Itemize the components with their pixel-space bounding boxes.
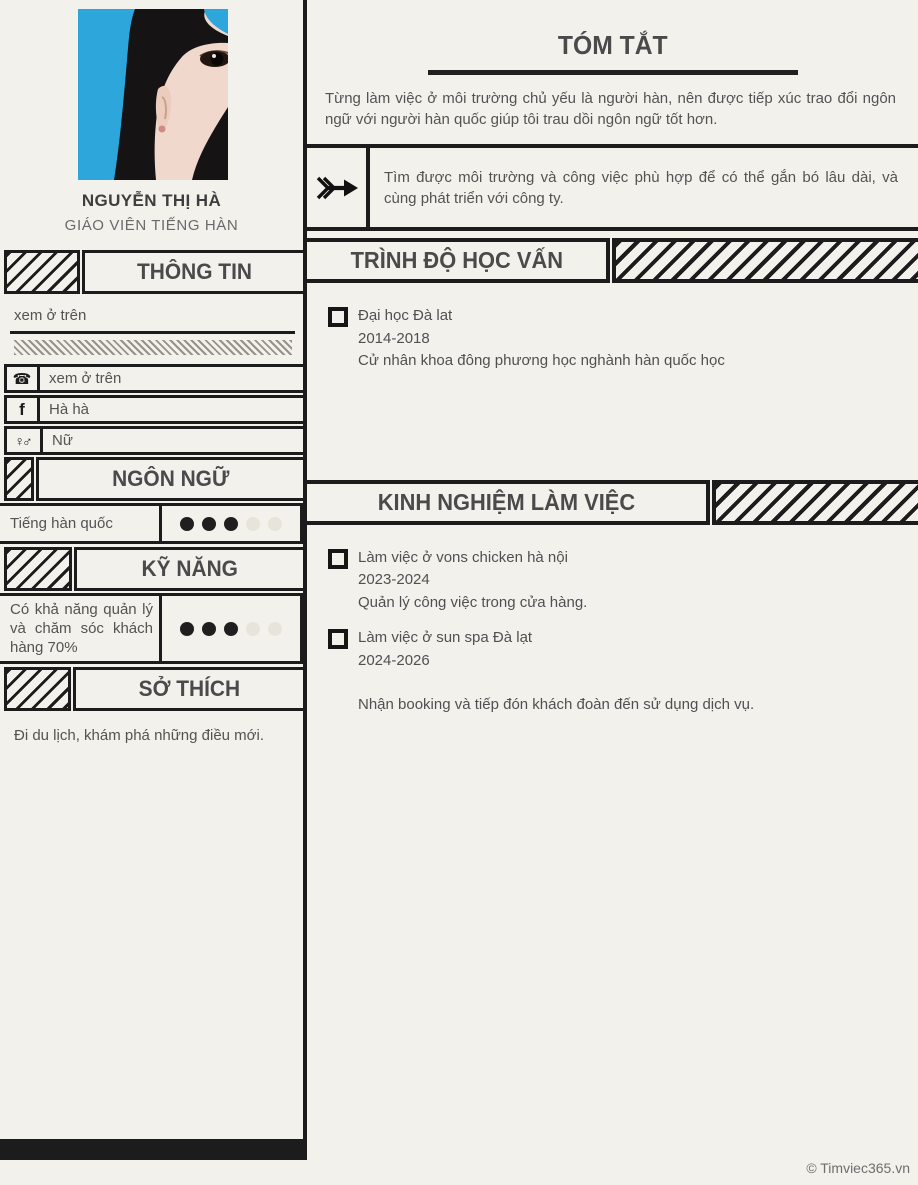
education-period: 2014-2018 <box>358 329 430 347</box>
stripe-decoration <box>14 340 292 355</box>
objective-box <box>307 144 918 231</box>
sidebar <box>0 0 307 1139</box>
experience-title: Làm việc ở sun spa Đà lạt <box>358 629 533 646</box>
skill-level-dots <box>159 596 300 661</box>
info-row-phone <box>4 364 303 393</box>
hatch-decoration <box>4 457 34 501</box>
experience-period: 2024-2026 <box>358 651 430 669</box>
address-value: xem ở trên <box>14 307 87 324</box>
hobby-heading: SỞ THÍCH <box>73 667 303 711</box>
hatch-decoration <box>4 547 72 591</box>
profile-name: NGUYỄN THỊ HÀ <box>81 191 222 210</box>
gender-icon: ♀♂ <box>7 429 43 452</box>
hatch-decoration <box>712 480 918 525</box>
skills-heading: KỸ NĂNG <box>74 547 303 591</box>
summary-underline <box>428 70 798 75</box>
site-credit: © Timviec365.vn <box>806 1160 910 1176</box>
summary-text: Từng làm việc ở môi trường chủ yếu là người hàn, nên được tiếp xúc trao đổi ngôn ngữ với người hàn quốc giúp tôi trau dồi ngôn ngữ tốt hơn. <box>325 90 896 128</box>
profile-job-title: GIÁO VIÊN TIẾNG HÀN <box>64 217 239 234</box>
experience-detail: Nhận booking và tiếp đón khách đoàn đến sử dụng dịch vụ. <box>358 696 755 713</box>
main-column <box>307 0 918 717</box>
experience-detail: Quản lý công việc trong cửa hàng. <box>358 593 588 611</box>
education-detail: Cử nhân khoa đông phương học nghành hàn quốc học <box>358 352 725 369</box>
profile-photo <box>78 9 228 180</box>
language-label: Tiếng hàn quốc <box>10 515 113 532</box>
objective-text: Tìm được môi trường và công việc phù hợp để có thể gắn bó lâu dài, và cùng phát triển với công ty. <box>384 168 898 207</box>
phone-icon: ☎ <box>7 367 40 390</box>
arrow-icon <box>307 148 370 227</box>
phone-value: xem ở trên <box>49 370 122 387</box>
language-section-header <box>4 457 303 501</box>
experience-item-text <box>358 547 587 615</box>
info-section-header <box>4 250 303 294</box>
address-divider <box>10 331 295 334</box>
language-level-dots <box>159 506 300 541</box>
experience-item <box>328 627 918 717</box>
sidebar-bottom-bar <box>0 1139 307 1160</box>
language-heading: NGÔN NGỮ <box>36 457 303 501</box>
skills-section-header <box>4 547 303 591</box>
skill-item <box>0 593 303 664</box>
hobby-section-header <box>4 667 303 711</box>
info-heading: THÔNG TIN <box>82 250 303 294</box>
experience-period: 2023-2024 <box>358 571 430 588</box>
square-bullet-icon <box>328 629 348 649</box>
gender-value: Nữ <box>52 432 73 449</box>
language-item <box>0 503 303 544</box>
experience-title: Làm việc ở vons chicken hà nội <box>358 548 568 566</box>
square-bullet-icon <box>328 549 348 569</box>
info-rows <box>4 364 303 455</box>
objective-text-cell <box>370 148 918 227</box>
education-heading: TRÌNH ĐỘ HỌC VẤN <box>307 238 610 283</box>
education-school: Đại học Đà lat <box>358 307 453 324</box>
experience-item <box>328 547 918 615</box>
experience-heading: KINH NGHIỆM LÀM VIỆC <box>307 480 710 525</box>
hatch-decoration <box>4 667 71 711</box>
info-row-gender <box>4 426 303 455</box>
square-bullet-icon <box>328 307 348 327</box>
hobby-text: Đi du lịch, khám phá những điều mới. <box>14 727 265 744</box>
summary-heading: TÓM TẮT <box>557 30 668 60</box>
facebook-icon: f <box>7 398 40 421</box>
experience-item-text <box>358 627 754 717</box>
facebook-value: Hà hà <box>49 401 90 418</box>
experience-section-header <box>307 480 918 525</box>
info-row-facebook <box>4 395 303 424</box>
education-item-text <box>358 305 725 373</box>
hatch-decoration <box>4 250 80 294</box>
hatch-decoration <box>612 238 918 283</box>
skill-label: Có khả năng quản lý và chăm sóc khách hàng 70% <box>10 601 153 656</box>
education-section-header <box>307 238 918 283</box>
education-item <box>328 305 918 373</box>
